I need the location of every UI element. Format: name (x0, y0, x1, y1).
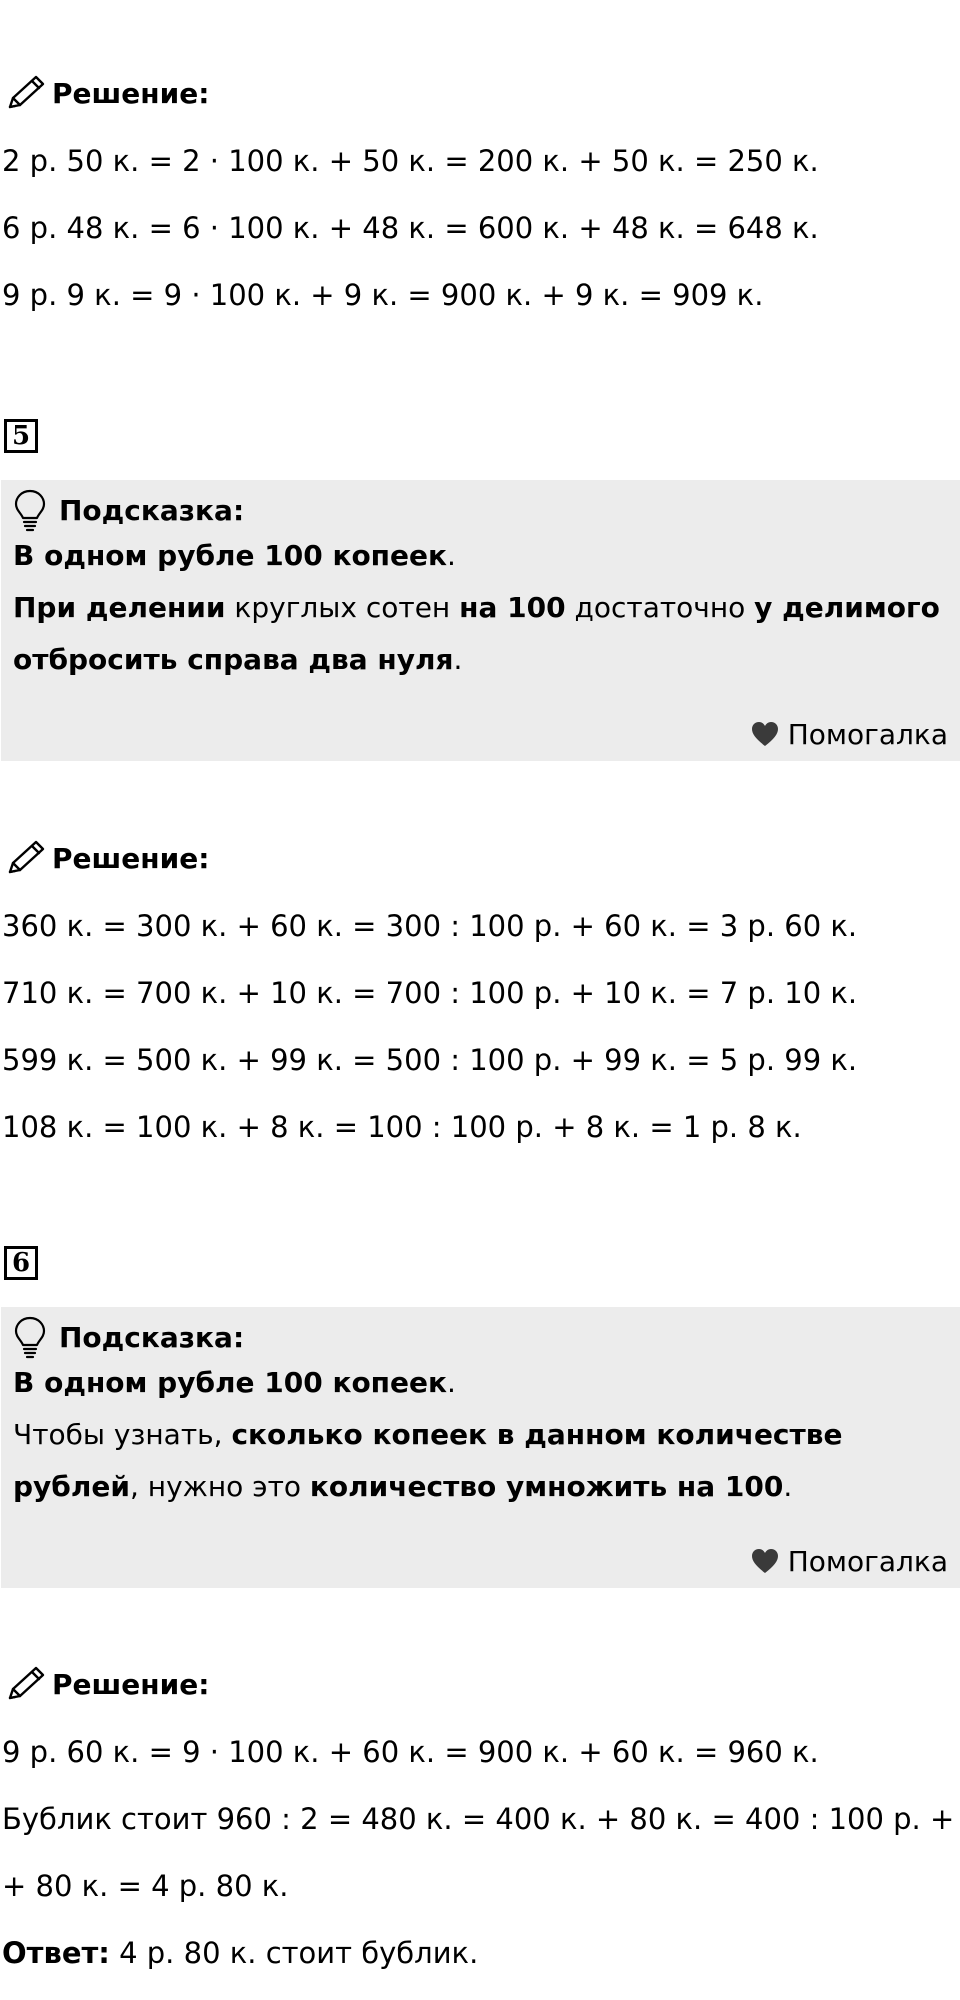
solution-line: Бублик стоит 960 : 2 = 480 к. = 400 к. + 80 к. = 400 : 100 р. + (2, 1802, 955, 1836)
solution-title: Решение: (52, 76, 210, 110)
hint-paragraph: В одном рубле 100 копеек. (13, 1366, 456, 1399)
solution-line: 2 р. 50 к. = 2 · 100 к. + 50 к. = 200 к. + 50 к. = 250 к. (2, 144, 819, 178)
pomogalka-label: Помогалка (787, 1544, 948, 1578)
hint-paragraph: При делении круглых сотен на 100 достаточно у делимого (13, 591, 940, 624)
solution-line: 710 к. = 700 к. + 10 к. = 700 : 100 р. + 10 к. = 7 р. 10 к. (2, 976, 858, 1010)
pomogalka-link[interactable] (750, 714, 948, 754)
hint-title: Подсказка: (59, 493, 245, 527)
answer-line (2, 1933, 478, 1973)
pomogalka-label: Помогалка (787, 717, 948, 751)
hint-box (1, 1307, 960, 1588)
answer-label: Ответ: (2, 1936, 110, 1970)
solution-heading (4, 1664, 209, 1704)
answer-text: 4 р. 80 к. стоит бублик. (109, 1936, 479, 1970)
pencil-icon (4, 838, 48, 878)
solution-line: 9 р. 60 к. = 9 · 100 к. + 60 к. = 900 к. + 60 к. = 960 к. (2, 1735, 819, 1769)
hint-paragraph: рублей, нужно это количество умножить на 100. (13, 1470, 793, 1503)
solution-line: 9 р. 9 к. = 9 · 100 к. + 9 к. = 900 к. + 9 к. = 909 к. (2, 278, 764, 312)
solution-line: 360 к. = 300 к. + 60 к. = 300 : 100 р. + 60 к. = 3 р. 60 к. (2, 909, 858, 943)
solution-title: Решение: (52, 841, 210, 875)
hint-paragraph: отбросить справа два нуля. (13, 643, 463, 676)
hint-heading (13, 488, 244, 532)
solution-heading (4, 73, 209, 113)
solution-line: + 80 к. = 4 р. 80 к. (2, 1869, 289, 1903)
hint-heading (13, 1315, 244, 1359)
hint-title: Подсказка: (59, 1320, 245, 1354)
solution-heading (4, 838, 209, 878)
heart-icon (750, 720, 780, 748)
task-number-5: 5 (4, 419, 38, 453)
solution-title: Решение: (52, 1667, 210, 1701)
lightbulb-icon (13, 488, 47, 532)
pencil-icon (4, 73, 48, 113)
solution-line: 6 р. 48 к. = 6 · 100 к. + 48 к. = 600 к. + 48 к. = 648 к. (2, 211, 819, 245)
pomogalka-link[interactable] (750, 1541, 948, 1581)
solution-line: 599 к. = 500 к. + 99 к. = 500 : 100 р. + 99 к. = 5 р. 99 к. (2, 1043, 858, 1077)
heart-icon (750, 1547, 780, 1575)
hint-box (1, 480, 960, 761)
pencil-icon (4, 1664, 48, 1704)
solution-line: 108 к. = 100 к. + 8 к. = 100 : 100 р. + 8 к. = 1 р. 8 к. (2, 1110, 802, 1144)
task-number-6: 6 (4, 1246, 38, 1280)
hint-paragraph: В одном рубле 100 копеек. (13, 539, 456, 572)
hint-paragraph: Чтобы узнать, сколько копеек в данном количестве (13, 1418, 843, 1451)
lightbulb-icon (13, 1315, 47, 1359)
